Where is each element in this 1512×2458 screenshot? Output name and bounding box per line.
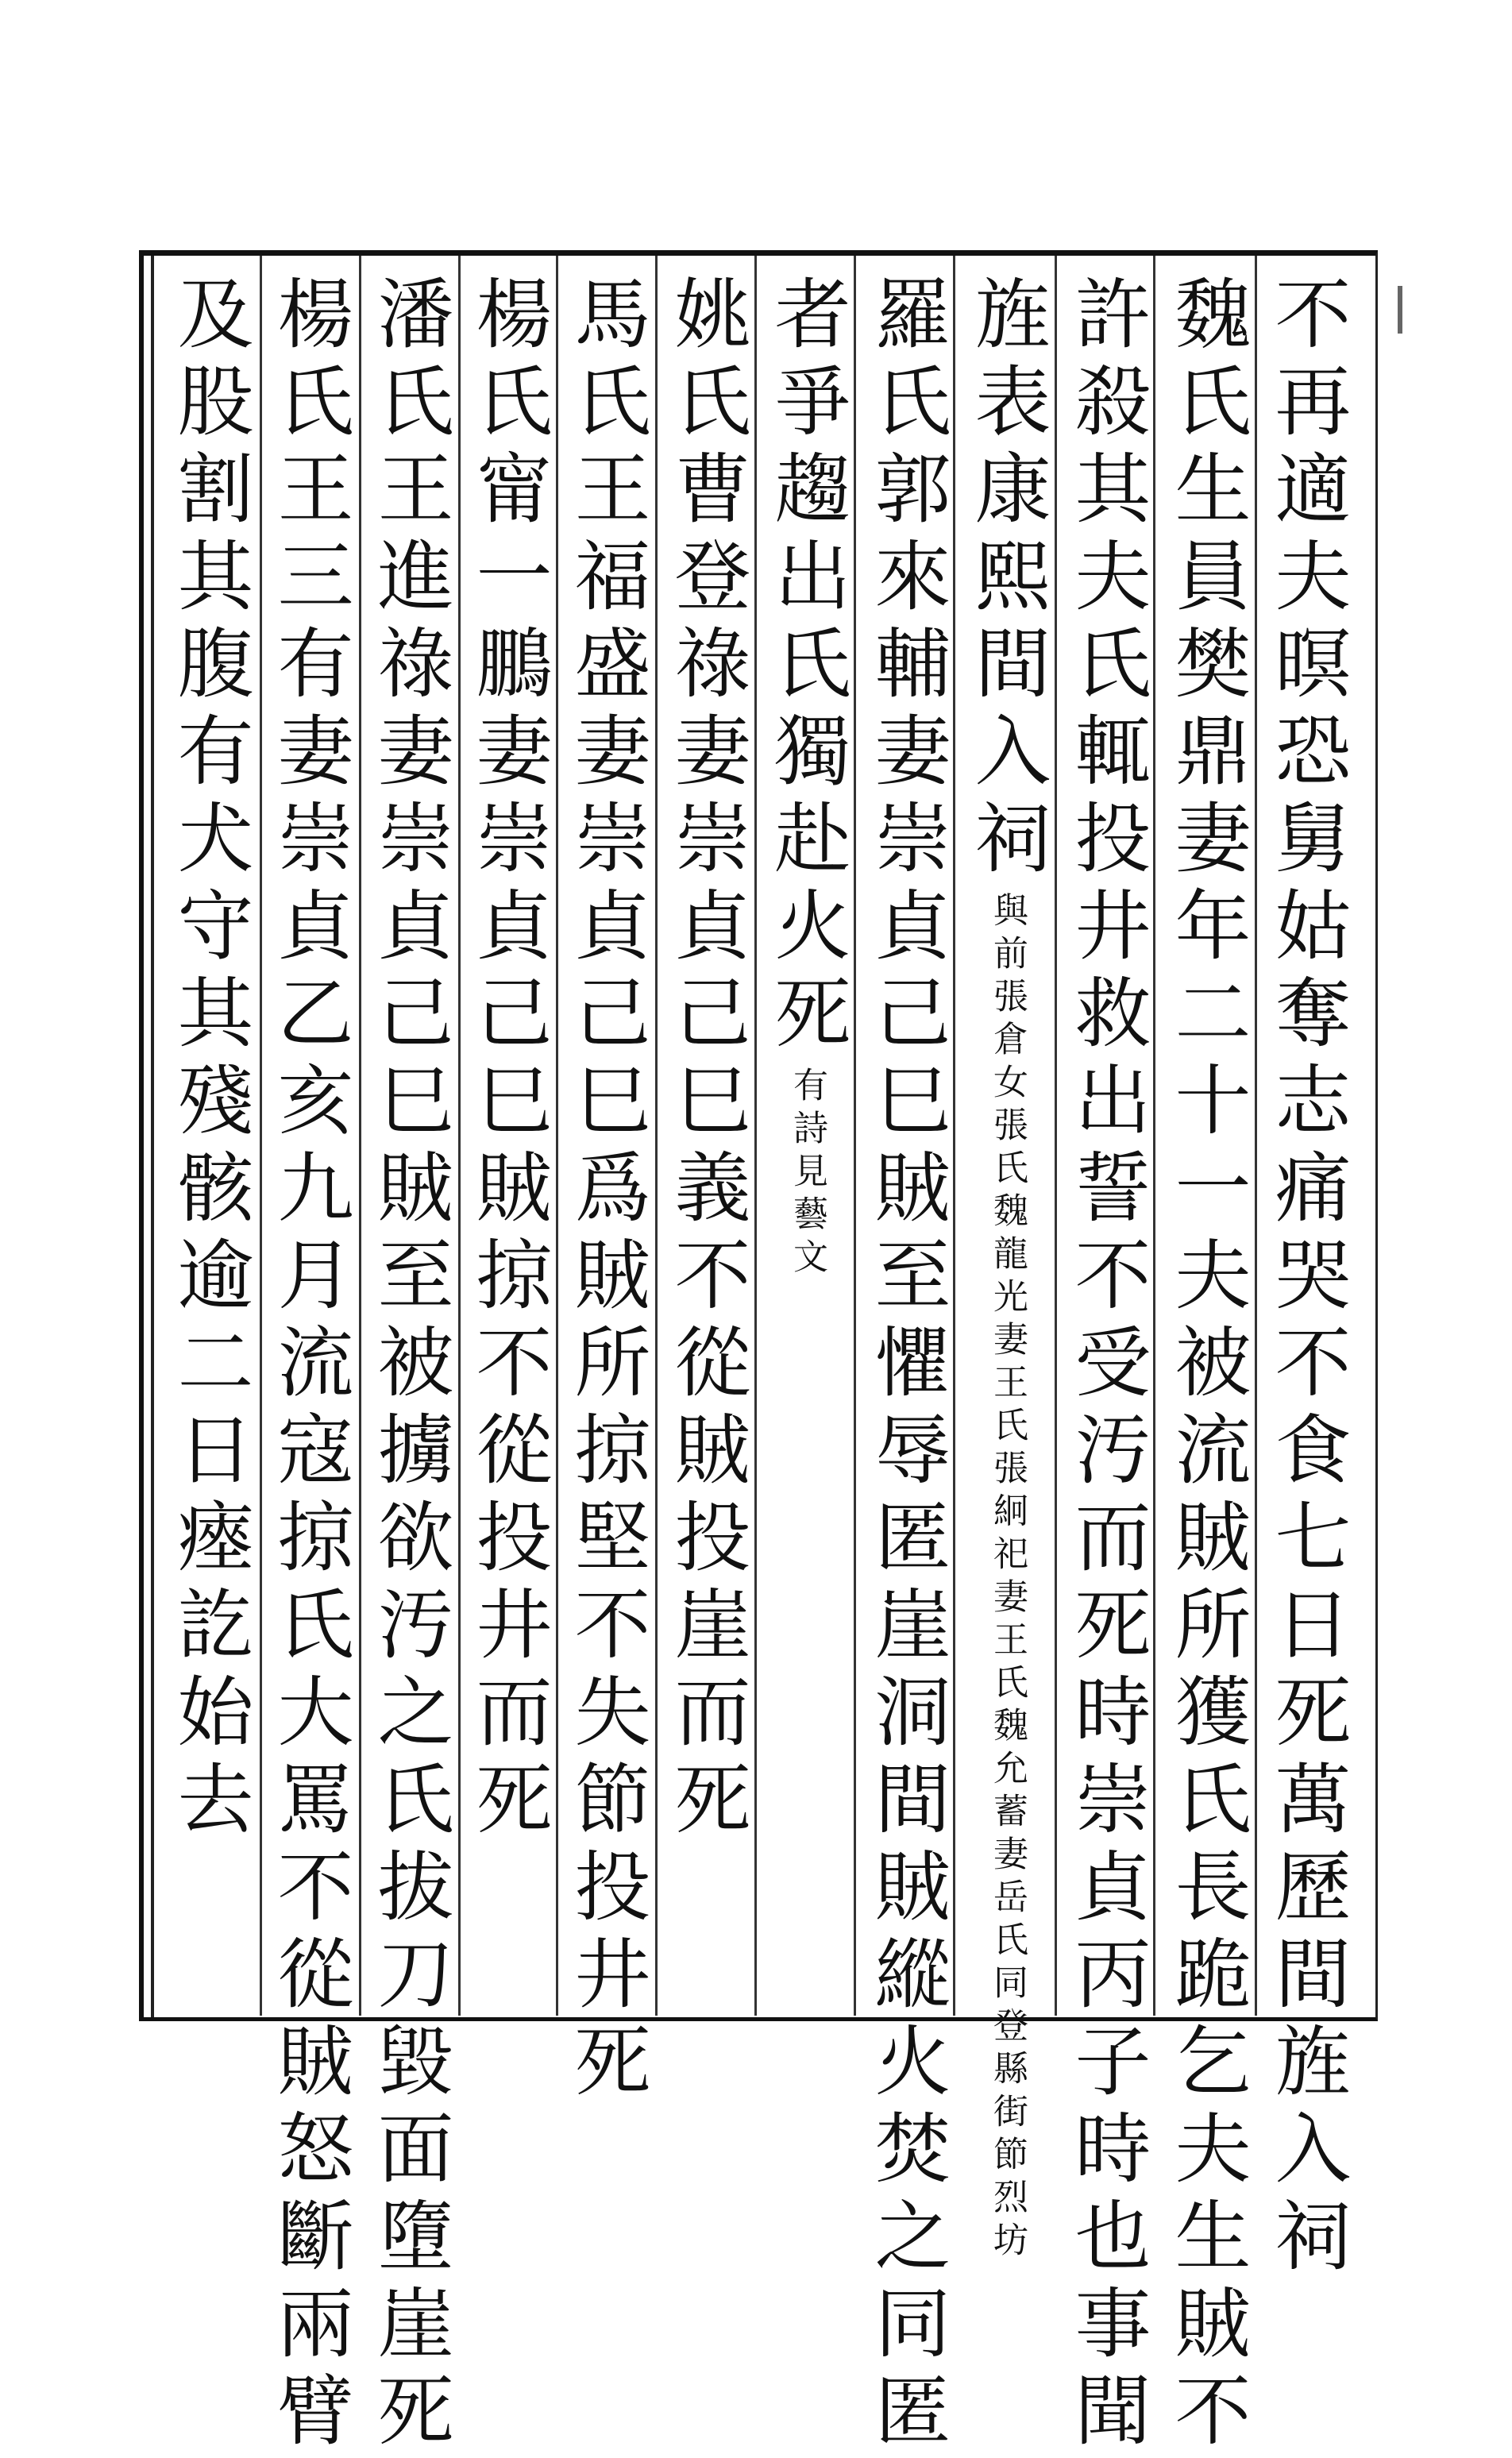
column-divider: [655, 256, 658, 2016]
column-text: 姚氏曹登祿妻崇貞己巳義不從賊投崖而死: [662, 274, 751, 1846]
column-divider: [1153, 256, 1155, 2016]
text-column: [562, 274, 651, 2109]
column-text: 者爭趨出氏獨赴火死: [762, 274, 851, 1060]
text-column: [1163, 274, 1252, 2458]
column-divider: [458, 256, 461, 2016]
column-annotation: 有詩見藝文: [787, 1067, 827, 1281]
text-column: [762, 274, 851, 1281]
column-divider: [556, 256, 558, 2016]
text-column: [165, 274, 254, 1846]
column-divider: [359, 256, 361, 2016]
column-text: 魏氏生員樊鼎妻年二十一夫被流賊所獲氏長跪乞夫生賊不: [1163, 274, 1252, 2458]
column-text: 羅氏郭來輔妻崇貞己巳賊至懼辱匿崖洞間賊縱火焚之同匿: [862, 274, 951, 2458]
text-column: [365, 274, 454, 2458]
column-divider: [260, 256, 262, 2016]
text-column: [265, 274, 354, 2458]
column-text: 馬氏王福盛妻崇貞己巳爲賊所掠堅不失節投井死: [562, 274, 651, 2109]
text-column: [1263, 274, 1352, 2283]
text-column: [464, 274, 553, 1846]
column-annotation: 與前張倉女張氏魏龍光妻王氏張絅祀妻王氏魏允蓄妻岳氏同登縣街節烈坊: [987, 892, 1028, 2264]
column-text: 楊氏甯一鵬妻崇貞己巳賊掠不從投井而死: [464, 274, 553, 1846]
text-column: [862, 274, 951, 2458]
border-inner-line: [151, 256, 154, 2017]
column-divider: [754, 256, 757, 2016]
column-divider: [1055, 256, 1057, 2016]
column-divider: [854, 256, 856, 2016]
text-column: [962, 274, 1051, 2264]
column-text: 潘氏王進祿妻崇貞己巳賊至被擄欲汚之氏拔刀毀面墮崖死: [365, 274, 454, 2458]
column-text: 許殺其夫氏輒投井救出誓不受汚而死時崇貞丙子時也事聞: [1063, 274, 1151, 2458]
margin-mark: [1398, 286, 1402, 334]
text-column: [662, 274, 751, 1846]
text-column: [1063, 274, 1151, 2458]
column-divider: [953, 256, 955, 2016]
column-text: 旌表康熙間入祠: [962, 274, 1051, 886]
column-text: 不再適夫暝恐舅姑奪志痛哭不食七日死萬歷間旌入祠: [1263, 274, 1352, 2283]
column-divider: [1255, 256, 1257, 2016]
column-text: 及股割其腹有犬守其殘骸逾二日瘞訖始去: [165, 274, 254, 1846]
column-text: 楊氏王三有妻崇貞乙亥九月流寇掠氏大罵不從賊怒斷兩臂: [265, 274, 354, 2458]
